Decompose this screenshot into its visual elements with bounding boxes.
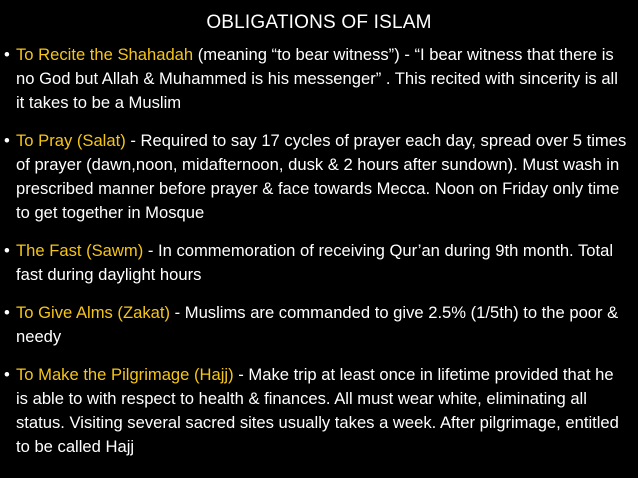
list-item-hajj (0, 363, 638, 459)
item-text: (meaning “to bear witness”) - “I bear witness that there is no God but Allah & Muhammed is his messenger” . This recited with sincerity is all it takes to be a Muslim (16, 45, 618, 112)
bullet-icon: • (4, 45, 10, 64)
item-heading: The Fast (Sawm) (16, 241, 144, 260)
item-heading: To Recite the Shahadah (16, 45, 194, 64)
slide-title: OBLIGATIONS OF ISLAM (206, 12, 432, 33)
bullet-icon: • (4, 131, 10, 150)
list-item-shahadah (0, 43, 638, 115)
item-text: - In commemoration of receiving Qur’an during 9th month. Total fast during daylight hours (16, 241, 614, 284)
bullet-icon: • (4, 241, 10, 260)
list-item-salat (0, 129, 638, 225)
list-item-zakat (0, 301, 638, 349)
item-text: - Make trip at least once in lifetime provided that he is able to with respect to health & finances. All must wear white, eliminating all status. Visiting several sacred sites usually takes a week. After pilgrimage, entitled to be called Hajj (16, 365, 619, 456)
item-heading: To Give Alms (Zakat) (16, 303, 170, 322)
item-heading: To Pray (Salat) (16, 131, 126, 150)
bullet-icon: • (4, 303, 10, 322)
item-text: - Required to say 17 cycles of prayer each day, spread over 5 times of prayer (dawn,noon, midafternoon, dusk & 2 hours after sundown). Must wash in prescribed manner before prayer & face towards Mecca. Noon on Friday only time to get together in Mosque (16, 131, 627, 222)
item-text: - Muslims are commanded to give 2.5% (1/5th) to the poor & needy (16, 303, 619, 346)
bullet-icon: • (4, 365, 10, 384)
list-item-sawm (0, 239, 638, 287)
item-heading: To Make the Pilgrimage (Hajj) (16, 365, 234, 384)
obligations-list (0, 43, 638, 473)
